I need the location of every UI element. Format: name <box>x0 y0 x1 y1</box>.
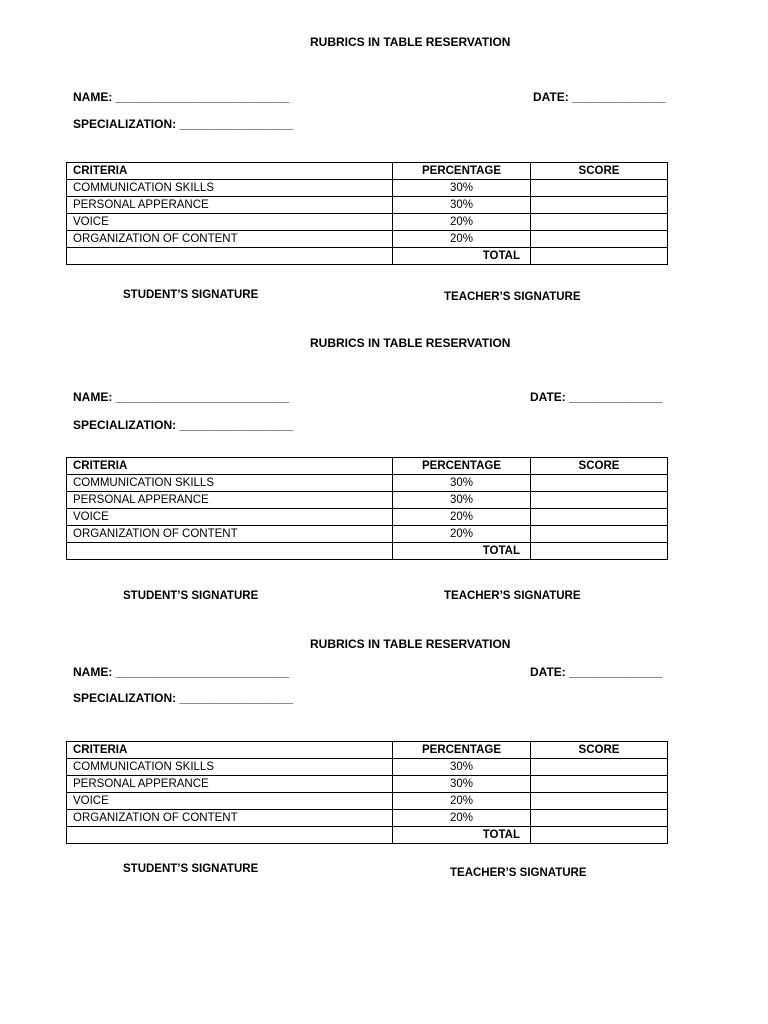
table-row <box>67 492 668 509</box>
table-total-row <box>67 827 668 844</box>
header-percentage: PERCENTAGE <box>393 742 531 759</box>
date-line[interactable]: ______________ <box>569 665 663 679</box>
criteria-cell: COMMUNICATION SKILLS <box>67 475 393 492</box>
date-label: DATE: <box>533 90 569 104</box>
table-row <box>67 475 668 492</box>
table-row <box>67 810 668 827</box>
percentage-cell: 30% <box>393 180 531 197</box>
total-label: TOTAL <box>393 543 531 560</box>
score-cell[interactable] <box>531 475 668 492</box>
percentage-cell: 20% <box>393 526 531 543</box>
specialization-label: SPECIALIZATION: <box>73 117 177 131</box>
table-row <box>67 526 668 543</box>
specialization-label: SPECIALIZATION: <box>73 691 177 705</box>
total-score-cell[interactable] <box>531 543 668 560</box>
criteria-cell: ORGANIZATION OF CONTENT <box>67 526 393 543</box>
score-cell[interactable] <box>531 492 668 509</box>
percentage-cell: 20% <box>393 231 531 248</box>
total-blank-cell <box>67 827 393 844</box>
percentage-cell: 30% <box>393 776 531 793</box>
name-field <box>73 390 289 404</box>
name-line[interactable]: __________________________ <box>115 390 290 404</box>
score-cell[interactable] <box>531 231 668 248</box>
table-row <box>67 197 668 214</box>
total-blank-cell <box>67 543 393 560</box>
date-line[interactable]: ______________ <box>572 90 666 104</box>
percentage-cell: 20% <box>393 214 531 231</box>
score-cell[interactable] <box>531 776 668 793</box>
teacher-signature-label: TEACHER’S SIGNATURE <box>450 867 587 879</box>
table-header-row <box>67 458 668 475</box>
table-row <box>67 214 668 231</box>
table-row <box>67 180 668 197</box>
total-score-cell[interactable] <box>531 248 668 265</box>
rubric-table <box>66 741 668 844</box>
specialization-line[interactable]: _________________ <box>179 117 293 131</box>
rubric-table <box>66 162 668 265</box>
criteria-cell: VOICE <box>67 509 393 526</box>
criteria-cell: ORGANIZATION OF CONTENT <box>67 231 393 248</box>
score-cell[interactable] <box>531 197 668 214</box>
header-score: SCORE <box>531 163 668 180</box>
header-criteria: CRITERIA <box>67 458 393 475</box>
total-label: TOTAL <box>393 827 531 844</box>
total-score-cell[interactable] <box>531 827 668 844</box>
date-field <box>530 665 663 679</box>
criteria-cell: COMMUNICATION SKILLS <box>67 759 393 776</box>
criteria-cell: ORGANIZATION OF CONTENT <box>67 810 393 827</box>
specialization-field <box>73 691 293 705</box>
score-cell[interactable] <box>531 793 668 810</box>
form-title: RUBRICS IN TABLE RESERVATION <box>310 336 511 350</box>
header-score: SCORE <box>531 742 668 759</box>
percentage-cell: 30% <box>393 759 531 776</box>
percentage-cell: 20% <box>393 509 531 526</box>
table-row <box>67 776 668 793</box>
specialization-field <box>73 418 293 432</box>
criteria-cell: PERSONAL APPERANCE <box>67 776 393 793</box>
header-percentage: PERCENTAGE <box>393 458 531 475</box>
form-title: RUBRICS IN TABLE RESERVATION <box>310 637 511 651</box>
table-header-row <box>67 742 668 759</box>
date-line[interactable]: ______________ <box>569 390 663 404</box>
student-signature-label: STUDENT’S SIGNATURE <box>123 590 259 602</box>
criteria-cell: VOICE <box>67 793 393 810</box>
teacher-signature-label: TEACHER’S SIGNATURE <box>444 291 581 303</box>
name-label: NAME: <box>73 665 113 679</box>
specialization-field <box>73 117 293 131</box>
name-line[interactable]: __________________________ <box>115 90 290 104</box>
percentage-cell: 30% <box>393 475 531 492</box>
table-row <box>67 509 668 526</box>
score-cell[interactable] <box>531 214 668 231</box>
percentage-cell: 20% <box>393 793 531 810</box>
score-cell[interactable] <box>531 810 668 827</box>
date-label: DATE: <box>530 390 566 404</box>
rubric-table <box>66 457 668 560</box>
table-row <box>67 231 668 248</box>
header-criteria: CRITERIA <box>67 163 393 180</box>
specialization-line[interactable]: _________________ <box>179 691 293 705</box>
table-row <box>67 793 668 810</box>
header-criteria: CRITERIA <box>67 742 393 759</box>
header-percentage: PERCENTAGE <box>393 163 531 180</box>
header-score: SCORE <box>531 458 668 475</box>
criteria-cell: PERSONAL APPERANCE <box>67 197 393 214</box>
total-blank-cell <box>67 248 393 265</box>
score-cell[interactable] <box>531 759 668 776</box>
specialization-label: SPECIALIZATION: <box>73 418 177 432</box>
criteria-cell: COMMUNICATION SKILLS <box>67 180 393 197</box>
student-signature-label: STUDENT’S SIGNATURE <box>123 863 259 875</box>
table-total-row <box>67 248 668 265</box>
teacher-signature-label: TEACHER’S SIGNATURE <box>444 590 581 602</box>
criteria-cell: VOICE <box>67 214 393 231</box>
student-signature-label: STUDENT’S SIGNATURE <box>123 289 259 301</box>
score-cell[interactable] <box>531 509 668 526</box>
date-label: DATE: <box>530 665 566 679</box>
criteria-cell: PERSONAL APPERANCE <box>67 492 393 509</box>
date-field <box>530 390 663 404</box>
specialization-line[interactable]: _________________ <box>179 418 293 432</box>
name-field <box>73 90 289 104</box>
table-total-row <box>67 543 668 560</box>
table-row <box>67 759 668 776</box>
name-field <box>73 665 289 679</box>
name-label: NAME: <box>73 90 113 104</box>
name-label: NAME: <box>73 390 113 404</box>
total-label: TOTAL <box>393 248 531 265</box>
form-title: RUBRICS IN TABLE RESERVATION <box>310 35 511 49</box>
score-cell[interactable] <box>531 526 668 543</box>
score-cell[interactable] <box>531 180 668 197</box>
date-field <box>533 90 666 104</box>
percentage-cell: 30% <box>393 197 531 214</box>
percentage-cell: 20% <box>393 810 531 827</box>
name-line[interactable]: __________________________ <box>115 665 290 679</box>
percentage-cell: 30% <box>393 492 531 509</box>
table-header-row <box>67 163 668 180</box>
